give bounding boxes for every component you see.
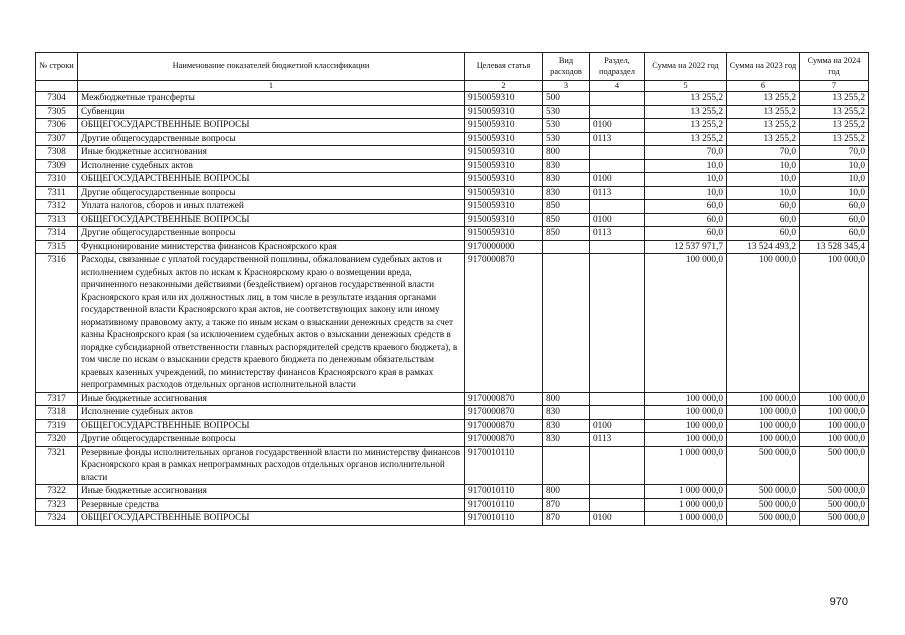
row-sum-2023: 100 000,0 xyxy=(727,406,800,420)
header-row xyxy=(36,53,869,81)
row-sum-2022: 100 000,0 xyxy=(645,433,727,447)
column-number xyxy=(36,81,78,92)
row-sum-2022: 100 000,0 xyxy=(645,392,727,406)
row-sum-2023: 10,0 xyxy=(727,159,800,173)
table-row xyxy=(36,227,869,241)
row-sum-2023: 60,0 xyxy=(727,227,800,241)
row-target-code: 9150059310 xyxy=(465,92,543,106)
row-number: 7313 xyxy=(36,213,78,227)
row-sum-2024: 13 255,2 xyxy=(800,92,869,106)
row-sum-2024: 10,0 xyxy=(800,159,869,173)
row-sum-2023: 100 000,0 xyxy=(727,392,800,406)
table-row xyxy=(36,392,869,406)
row-sum-2023: 13 255,2 xyxy=(727,132,800,146)
row-expense-type xyxy=(543,446,590,485)
row-target-code: 9150059310 xyxy=(465,119,543,133)
row-section: 0100 xyxy=(590,119,645,133)
table-row xyxy=(36,200,869,214)
row-sum-2022: 70,0 xyxy=(645,146,727,160)
row-name: ОБЩЕГОСУДАРСТВЕННЫЕ ВОПРОСЫ xyxy=(78,419,465,433)
row-number: 7324 xyxy=(36,512,78,526)
row-section xyxy=(590,446,645,485)
row-target-code: 9170000870 xyxy=(465,406,543,420)
row-section: 0100 xyxy=(590,213,645,227)
row-number: 7323 xyxy=(36,498,78,512)
row-expense-type: 530 xyxy=(543,105,590,119)
row-expense-type: 850 xyxy=(543,213,590,227)
row-sum-2024: 13 255,2 xyxy=(800,132,869,146)
row-section: 0100 xyxy=(590,512,645,526)
column-number: 7 xyxy=(800,81,869,92)
row-section xyxy=(590,146,645,160)
row-expense-type: 830 xyxy=(543,419,590,433)
table-row xyxy=(36,485,869,499)
row-expense-type xyxy=(543,254,590,393)
row-target-code: 9170010110 xyxy=(465,485,543,499)
row-target-code: 9170000870 xyxy=(465,433,543,447)
table-row xyxy=(36,240,869,254)
row-sum-2024: 500 000,0 xyxy=(800,446,869,485)
row-target-code: 9150059310 xyxy=(465,132,543,146)
row-expense-type: 850 xyxy=(543,227,590,241)
row-section xyxy=(590,485,645,499)
table-row xyxy=(36,105,869,119)
row-target-code: 9150059310 xyxy=(465,186,543,200)
table-row xyxy=(36,419,869,433)
row-name: Резервные фонды исполнительных органов государственной власти по министерству финансов Красноярского края в рамках непрограммных расходов отдельных органов исполнительной власти xyxy=(78,446,465,485)
row-name: ОБЩЕГОСУДАРСТВЕННЫЕ ВОПРОСЫ xyxy=(78,512,465,526)
row-number: 7315 xyxy=(36,240,78,254)
row-sum-2022: 13 255,2 xyxy=(645,132,727,146)
row-name: Исполнение судебных актов xyxy=(78,406,465,420)
header-section: Раздел, подраздел xyxy=(590,53,645,81)
row-section: 0113 xyxy=(590,433,645,447)
row-target-code: 9170010110 xyxy=(465,446,543,485)
row-target-code: 9150059310 xyxy=(465,159,543,173)
table-row xyxy=(36,406,869,420)
row-name: Иные бюджетные ассигнования xyxy=(78,485,465,499)
row-target-code: 9150059310 xyxy=(465,213,543,227)
row-target-code: 9150059310 xyxy=(465,227,543,241)
row-name: Резервные средства xyxy=(78,498,465,512)
row-target-code: 9170010110 xyxy=(465,512,543,526)
table-row xyxy=(36,92,869,106)
row-sum-2022: 13 255,2 xyxy=(645,105,727,119)
row-sum-2024: 500 000,0 xyxy=(800,498,869,512)
row-name: ОБЩЕГОСУДАРСТВЕННЫЕ ВОПРОСЫ xyxy=(78,213,465,227)
row-number: 7309 xyxy=(36,159,78,173)
row-sum-2024: 10,0 xyxy=(800,186,869,200)
row-number: 7318 xyxy=(36,406,78,420)
row-target-code: 9170000870 xyxy=(465,392,543,406)
header-sum-2024: Сумма на 2024 год xyxy=(800,53,869,81)
row-sum-2022: 13 255,2 xyxy=(645,92,727,106)
row-sum-2024: 70,0 xyxy=(800,146,869,160)
row-expense-type: 800 xyxy=(543,485,590,499)
table-row xyxy=(36,213,869,227)
row-sum-2022: 13 255,2 xyxy=(645,119,727,133)
row-number: 7304 xyxy=(36,92,78,106)
row-sum-2024: 100 000,0 xyxy=(800,433,869,447)
row-target-code: 9150059310 xyxy=(465,173,543,187)
row-target-code: 9170000870 xyxy=(465,419,543,433)
row-name: Другие общегосударственные вопросы xyxy=(78,186,465,200)
row-sum-2024: 60,0 xyxy=(800,213,869,227)
row-sum-2024: 500 000,0 xyxy=(800,512,869,526)
row-name: Другие общегосударственные вопросы xyxy=(78,132,465,146)
row-section xyxy=(590,392,645,406)
table-row xyxy=(36,119,869,133)
column-number-row xyxy=(36,81,869,92)
row-sum-2022: 12 537 971,7 xyxy=(645,240,727,254)
row-section xyxy=(590,406,645,420)
column-number: 6 xyxy=(727,81,800,92)
row-sum-2022: 100 000,0 xyxy=(645,419,727,433)
row-name: Расходы, связанные с уплатой государственной пошлины, обжалованием судебных актов и исполнением судебных актов по искам к Красноярскому краю о возмещении вреда, причиненного незаконными действиями (бездействием) органов государственной власти Красноярского края или их должностных лиц, в том числе в результате издания органами государственной власти Красноярского края актов, не соответствующих закону или иному нормативному правовому акту, а также по иным искам о взыскании денежных средств за счет казны Красноярского края (за исключением судебных актов о взыскании денежных средств в порядке субсидиарной ответственности главных распорядителей средств краевого бюджета), в том числе по искам о взыскании средств краевого бюджета по денежным обязательствам краевых казенных учреждений, по министерству финансов Красноярского края в рамках непрограммных расходов отдельных органов исполнительной власти xyxy=(78,254,465,393)
row-sum-2022: 100 000,0 xyxy=(645,406,727,420)
budget-table xyxy=(35,52,869,526)
column-number: 3 xyxy=(543,81,590,92)
row-expense-type xyxy=(543,240,590,254)
row-sum-2024: 13 528 345,4 xyxy=(800,240,869,254)
row-sum-2022: 60,0 xyxy=(645,213,727,227)
table-row xyxy=(36,173,869,187)
row-sum-2024: 100 000,0 xyxy=(800,406,869,420)
row-section xyxy=(590,105,645,119)
row-number: 7307 xyxy=(36,132,78,146)
row-expense-type: 830 xyxy=(543,406,590,420)
column-number: 5 xyxy=(645,81,727,92)
row-sum-2023: 60,0 xyxy=(727,200,800,214)
row-sum-2024: 100 000,0 xyxy=(800,254,869,393)
row-number: 7320 xyxy=(36,433,78,447)
row-target-code: 9170000870 xyxy=(465,254,543,393)
row-sum-2023: 13 255,2 xyxy=(727,92,800,106)
row-number: 7319 xyxy=(36,419,78,433)
header-row-no: № строки xyxy=(36,53,78,81)
row-section: 0113 xyxy=(590,132,645,146)
row-section: 0100 xyxy=(590,173,645,187)
row-sum-2023: 13 255,2 xyxy=(727,105,800,119)
row-sum-2024: 100 000,0 xyxy=(800,392,869,406)
table-row xyxy=(36,433,869,447)
table-row xyxy=(36,498,869,512)
row-name: Субвенции xyxy=(78,105,465,119)
row-number: 7310 xyxy=(36,173,78,187)
row-sum-2024: 60,0 xyxy=(800,200,869,214)
row-name: Межбюджетные трансферты xyxy=(78,92,465,106)
row-target-code: 9150059310 xyxy=(465,146,543,160)
row-number: 7321 xyxy=(36,446,78,485)
page-number: 970 xyxy=(829,596,848,608)
header-vid: Вид расходов xyxy=(543,53,590,81)
row-section xyxy=(590,159,645,173)
row-expense-type: 500 xyxy=(543,92,590,106)
row-number: 7322 xyxy=(36,485,78,499)
row-name: ОБЩЕГОСУДАРСТВЕННЫЕ ВОПРОСЫ xyxy=(78,119,465,133)
row-sum-2023: 500 000,0 xyxy=(727,512,800,526)
column-number: 2 xyxy=(465,81,543,92)
row-sum-2024: 100 000,0 xyxy=(800,419,869,433)
row-number: 7316 xyxy=(36,254,78,393)
row-expense-type: 830 xyxy=(543,159,590,173)
row-sum-2024: 13 255,2 xyxy=(800,119,869,133)
row-expense-type: 800 xyxy=(543,392,590,406)
row-sum-2022: 1 000 000,0 xyxy=(645,512,727,526)
header-sum-2022: Сумма на 2022 год xyxy=(645,53,727,81)
row-expense-type: 830 xyxy=(543,186,590,200)
header-target: Целевая статья xyxy=(465,53,543,81)
row-sum-2022: 60,0 xyxy=(645,227,727,241)
row-number: 7317 xyxy=(36,392,78,406)
table-row xyxy=(36,186,869,200)
row-number: 7311 xyxy=(36,186,78,200)
header-name: Наименование показателей бюджетной классификации xyxy=(78,53,465,81)
row-target-code: 9150059310 xyxy=(465,200,543,214)
row-section xyxy=(590,200,645,214)
row-number: 7308 xyxy=(36,146,78,160)
row-sum-2022: 10,0 xyxy=(645,186,727,200)
row-section: 0113 xyxy=(590,186,645,200)
row-name: Функционирование министерства финансов Красноярского края xyxy=(78,240,465,254)
column-number: 1 xyxy=(78,81,465,92)
row-sum-2023: 13 255,2 xyxy=(727,119,800,133)
table-row xyxy=(36,254,869,393)
row-sum-2022: 1 000 000,0 xyxy=(645,485,727,499)
row-name: ОБЩЕГОСУДАРСТВЕННЫЕ ВОПРОСЫ xyxy=(78,173,465,187)
row-sum-2022: 1 000 000,0 xyxy=(645,498,727,512)
column-number: 4 xyxy=(590,81,645,92)
row-name: Исполнение судебных актов xyxy=(78,159,465,173)
row-sum-2023: 60,0 xyxy=(727,213,800,227)
row-target-code: 9170010110 xyxy=(465,498,543,512)
row-name: Другие общегосударственные вопросы xyxy=(78,227,465,241)
row-sum-2024: 13 255,2 xyxy=(800,105,869,119)
row-number: 7305 xyxy=(36,105,78,119)
header-sum-2023: Сумма на 2023 год xyxy=(727,53,800,81)
row-expense-type: 530 xyxy=(543,119,590,133)
row-expense-type: 850 xyxy=(543,200,590,214)
row-sum-2022: 60,0 xyxy=(645,200,727,214)
row-section xyxy=(590,498,645,512)
row-target-code: 9150059310 xyxy=(465,105,543,119)
row-name: Другие общегосударственные вопросы xyxy=(78,433,465,447)
row-name: Уплата налогов, сборов и иных платежей xyxy=(78,200,465,214)
row-name: Иные бюджетные ассигнования xyxy=(78,392,465,406)
row-sum-2022: 10,0 xyxy=(645,159,727,173)
row-sum-2023: 10,0 xyxy=(727,173,800,187)
row-sum-2023: 500 000,0 xyxy=(727,498,800,512)
row-sum-2023: 500 000,0 xyxy=(727,485,800,499)
row-sum-2022: 100 000,0 xyxy=(645,254,727,393)
row-number: 7314 xyxy=(36,227,78,241)
row-section xyxy=(590,240,645,254)
row-number: 7312 xyxy=(36,200,78,214)
row-sum-2023: 13 524 493,2 xyxy=(727,240,800,254)
row-sum-2024: 500 000,0 xyxy=(800,485,869,499)
row-section: 0113 xyxy=(590,227,645,241)
table-row xyxy=(36,446,869,485)
row-expense-type: 830 xyxy=(543,433,590,447)
row-sum-2022: 1 000 000,0 xyxy=(645,446,727,485)
row-section xyxy=(590,254,645,393)
row-sum-2023: 500 000,0 xyxy=(727,446,800,485)
row-expense-type: 830 xyxy=(543,173,590,187)
table-row xyxy=(36,146,869,160)
table-row xyxy=(36,512,869,526)
row-expense-type: 800 xyxy=(543,146,590,160)
row-sum-2024: 10,0 xyxy=(800,173,869,187)
row-sum-2023: 100 000,0 xyxy=(727,419,800,433)
row-sum-2023: 100 000,0 xyxy=(727,254,800,393)
row-sum-2022: 10,0 xyxy=(645,173,727,187)
row-section: 0100 xyxy=(590,419,645,433)
row-sum-2023: 100 000,0 xyxy=(727,433,800,447)
row-expense-type: 870 xyxy=(543,498,590,512)
row-section xyxy=(590,92,645,106)
row-sum-2023: 70,0 xyxy=(727,146,800,160)
row-expense-type: 870 xyxy=(543,512,590,526)
row-number: 7306 xyxy=(36,119,78,133)
table-row xyxy=(36,159,869,173)
row-target-code: 9170000000 xyxy=(465,240,543,254)
row-sum-2024: 60,0 xyxy=(800,227,869,241)
row-name: Иные бюджетные ассигнования xyxy=(78,146,465,160)
table-row xyxy=(36,132,869,146)
row-expense-type: 530 xyxy=(543,132,590,146)
row-sum-2023: 10,0 xyxy=(727,186,800,200)
